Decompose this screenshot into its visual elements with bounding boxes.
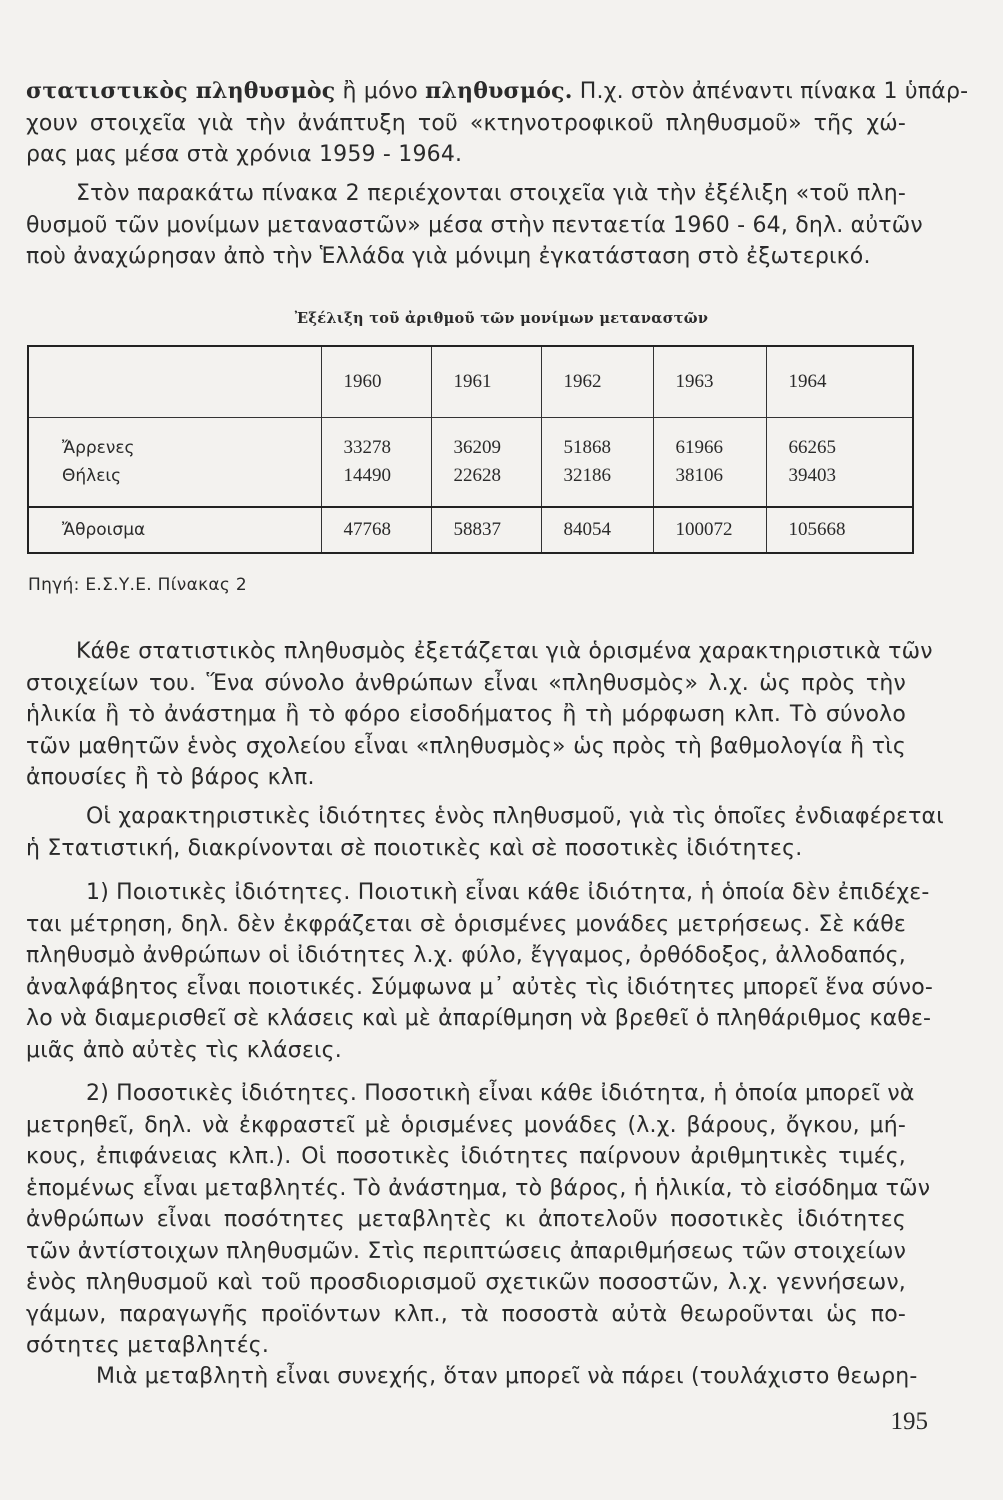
emigrants-table [27,345,914,554]
year-header: 1963 [653,346,766,418]
table-header-row [28,346,913,418]
table-source: Πηγή: Ε.Σ.Υ.Ε. Πίνακας 2 [28,575,248,595]
paragraph-properties: Οἱ χαρακτηριστικὲς ἰδιότητες ἑνὸς πληθυσμοῦ, γιὰ τὶς ὁποῖες ἐνδιαφέρεται ἡ Στατιστική, διακρίνονται σὲ ποιοτικὲς καὶ σὲ ποσοτικὲς ἰδιότητες. [26,804,944,861]
table-caption: Ἐξέλιξη τοῦ ἀριθμοῦ τῶν μονίμων μεταναστῶν [294,310,709,327]
paragraph-population: Κάθε στατιστικὸς πληθυσμὸς ἐξετάζεται γιὰ ὁρισμένα χαρακτηριστικὰ τῶν στοιχείων του. Ἕνα σύνολο ἀνθρώπων εἶναι «πληθυσμὸς» λ.χ. ὡς πρὸς τὴν ἡλικία ἢ τὸ ἀνάστημα ἢ τὸ φόρο εἰσοδήματος ἢ τὴ μόρφωση κλπ. Τὸ σύνολο τῶν μαθητῶν ἑνὸς σχολείου εἶναι «πληθυσμὸς» ὡς πρὸς τὴ βαθμολογία ἢ τὶς ἀπουσίες ἢ τὸ βάρος κλπ. [26,639,933,790]
year-header: 1960 [321,346,431,418]
paragraph-quantitative: 2) Ποσοτικὲς ἰδιότητες. Ποσοτικὴ εἶναι κάθε ἰδιότητα, ἡ ὁποία μπορεῖ νὰ μετρηθεῖ, δηλ. νὰ ἐκφραστεῖ μὲ ὁρισμένες μονάδες (λ.χ. βάρους, ὄγκου, μή- κους, ἐπιφάνειας κλπ.). Οἱ ποσοτικὲς ἰδιότητες παίρνουν ἀριθμητικὲς τιμές, ἑπομένως εἶναι μεταβλητές. Τὸ ἀνάστημα, τὸ βάρος, ἡ ἡλικία, τὸ εἰσόδημα τῶν ἀνθρώπων εἶναι ποσότητες μεταβλητὲς κι ἀποτελοῦν ποσοτικὲς ἰδιότητες τῶν ἀντίστοιχων πληθυσμῶν. Στὶς περιπτώσεις ἀπαριθμήσεως τῶν στοιχείων ἑνὸς πληθυσμοῦ καὶ τοῦ προσδιορισμοῦ σχετικῶν ποσοστῶν, λ.χ. γεννήσεων, γάμων, παραγωγῆς προϊόντων κλπ., τὰ ποσοστὰ αὐτὰ θεωροῦνται ὡς πο- σότητες μεταβλητές. [26,1081,931,1358]
paragraph-continuous: Μιὰ μεταβλητὴ εἶναι συνεχής, ὅταν μπορεῖ νὰ πάρει (τουλάχιστο θεωρη- [96,1364,918,1389]
intro-line-1: στατιστικὸς πληθυσμὸς ἢ μόνο πληθυσμός. Π.χ. στὸν ἀπέναντι πίνακα 1 ὑπάρ- [26,78,969,104]
row-label-male: Ἄρρενες [62,438,135,458]
table-row: Ἄρρενες Θήλεις 33278 14490 36209 22628 51868 32186 61966 38106 66265 39403 [28,418,913,508]
paragraph-qualitative: 1) Ποιοτικὲς ἰδιότητες. Ποιοτικὴ εἶναι κάθε ἰδιότητα, ἡ ὁποία δὲν ἐπιδέχε- ται μέτρηση, δηλ. δὲν ἐκφράζεται σὲ ὁρισμένες μονάδες μετρήσεως. Σὲ κάθε πληθυσμὸ ἀνθρώπων οἱ ἰδιότητες λ.χ. φύλο, ἔγγαμος, ὀρθόδοξος, ἀλλοδαπός, ἀναλφάβητος εἶναι ποιοτικές. Σύμφωνα μ᾽ αὐτὲς τὶς ἰδιότητες μπορεῖ ἕνα σύνο- λο νὰ διαμερισθεῖ σὲ κλάσεις καὶ μὲ ἀπαρίθμηση νὰ βρεθεῖ ὁ πληθάριθμος καθε- μιᾶς ἀπὸ αὐτὲς τὶς κλάσεις. [26,880,934,1063]
year-header: 1961 [431,346,541,418]
intro-line-3: ρας μας μέσα στὰ χρόνια 1959 - 1964. [26,142,463,167]
intro-line-2: χουν στοιχεῖα γιὰ τὴν ἀνάπτυξη τοῦ «κτηνοτροφικοῦ πληθυσμοῦ» τῆς χώ- [26,110,906,136]
page-number: 195 [890,1408,928,1435]
table-intro-paragraph: Στὸν παρακάτω πίνακα 2 περιέχονται στοιχεῖα γιὰ τὴν ἐξέλιξη «τοῦ πλη- θυσμοῦ τῶν μονίμων μεταναστῶν» μέσα στὴν πενταετία 1960 - 64, δηλ. αὐτῶν ποὺ ἀναχώρησαν ἀπὸ τὴν Ἑλλάδα γιὰ μόνιμη ἐγκατάσταση στὸ ἐξωτερικό. [26,181,923,269]
row-label-female: Θήλεις [62,466,122,486]
row-label-total: Ἄθροισμα [28,507,321,553]
year-header: 1962 [541,346,653,418]
year-header: 1964 [766,346,913,418]
intro-paragraph [26,76,969,171]
table-total-row: Ἄθροισμα 47768 58837 84054 100072 105668 [28,507,913,553]
